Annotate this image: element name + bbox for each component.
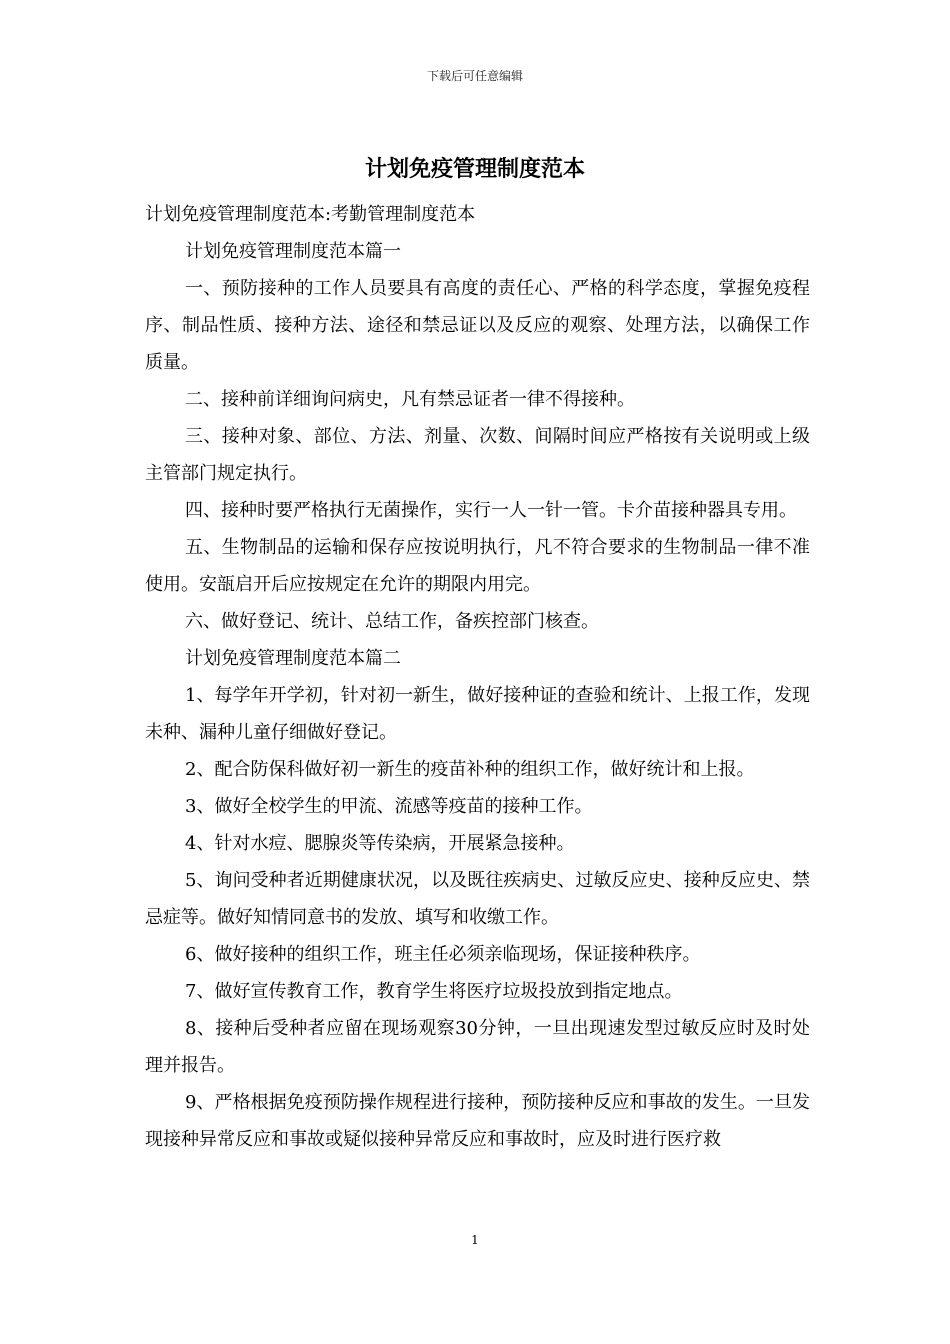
document-title: 计划免疫管理制度范本 [364,156,585,182]
page-number: 1 [471,1233,479,1247]
paragraph: 7、做好宣传教育工作，教育学生将医疗垃圾投放到指定地点。 [185,981,683,1002]
paragraph: 一、预防接种的工作人员要具有高度的责任心、严格的科学态度，掌握免疫程序、制品性质、接种方法、途径和禁忌证以及反应的观察、处理方法，以确保工作质量。 [145,278,810,373]
paragraph: 五、生物制品的运输和保存应按说明执行，凡不符合要求的生物制品一律不准使用。安瓿启开后应按规定在允许的期限内用完。 [145,537,810,595]
paragraph: 计划免疫管理制度范本篇二 [185,648,401,669]
paragraph: 1、每学年开学初，针对初一新生，做好接种证的查验和统计、上报工作，发现未种、漏种儿童仔细做好登记。 [145,685,810,743]
paragraph: 3、做好全校学生的甲流、流感等疫苗的接种工作。 [185,796,593,817]
paragraph: 六、做好登记、统计、总结工作，备疾控部门核查。 [185,611,599,632]
paragraph: 8、接种后受种者应留在现场观察30分钟，一旦出现速发型过敏反应时及时处理并报告。 [145,1018,810,1076]
paragraph: 二、接种前详细询问病史，凡有禁忌证者一律不得接种。 [185,389,635,410]
paragraph: 4、针对水痘、腮腺炎等传染病，开展紧急接种。 [185,833,575,854]
paragraph: 计划免疫管理制度范本:考勤管理制度范本 [145,204,476,225]
document-body [145,196,810,1158]
page-header: 下载后可任意编辑 [426,69,523,83]
paragraph: 三、接种对象、部位、方法、剂量、次数、间隔时间应严格按有关说明或上级主管部门规定执行。 [145,426,810,484]
paragraph: 6、做好接种的组织工作，班主任必须亲临现场，保证接种秩序。 [185,944,701,965]
paragraph: 9、严格根据免疫预防操作规程进行接种，预防接种反应和事故的发生。一旦发现接种异常反应和事故或疑似接种异常反应和事故时，应及时进行医疗救 [145,1092,810,1150]
paragraph: 四、接种时要严格执行无菌操作，实行一人一针一管。卡介苗接种器具专用。 [185,500,797,521]
paragraph: 2、配合防保科做好初一新生的疫苗补种的组织工作，做好统计和上报。 [185,759,755,780]
paragraph: 5、询问受种者近期健康状况，以及既往疾病史、过敏反应史、接种反应史、禁忌症等。做好知情同意书的发放、填写和收缴工作。 [145,870,810,928]
paragraph: 计划免疫管理制度范本篇一 [185,241,401,262]
